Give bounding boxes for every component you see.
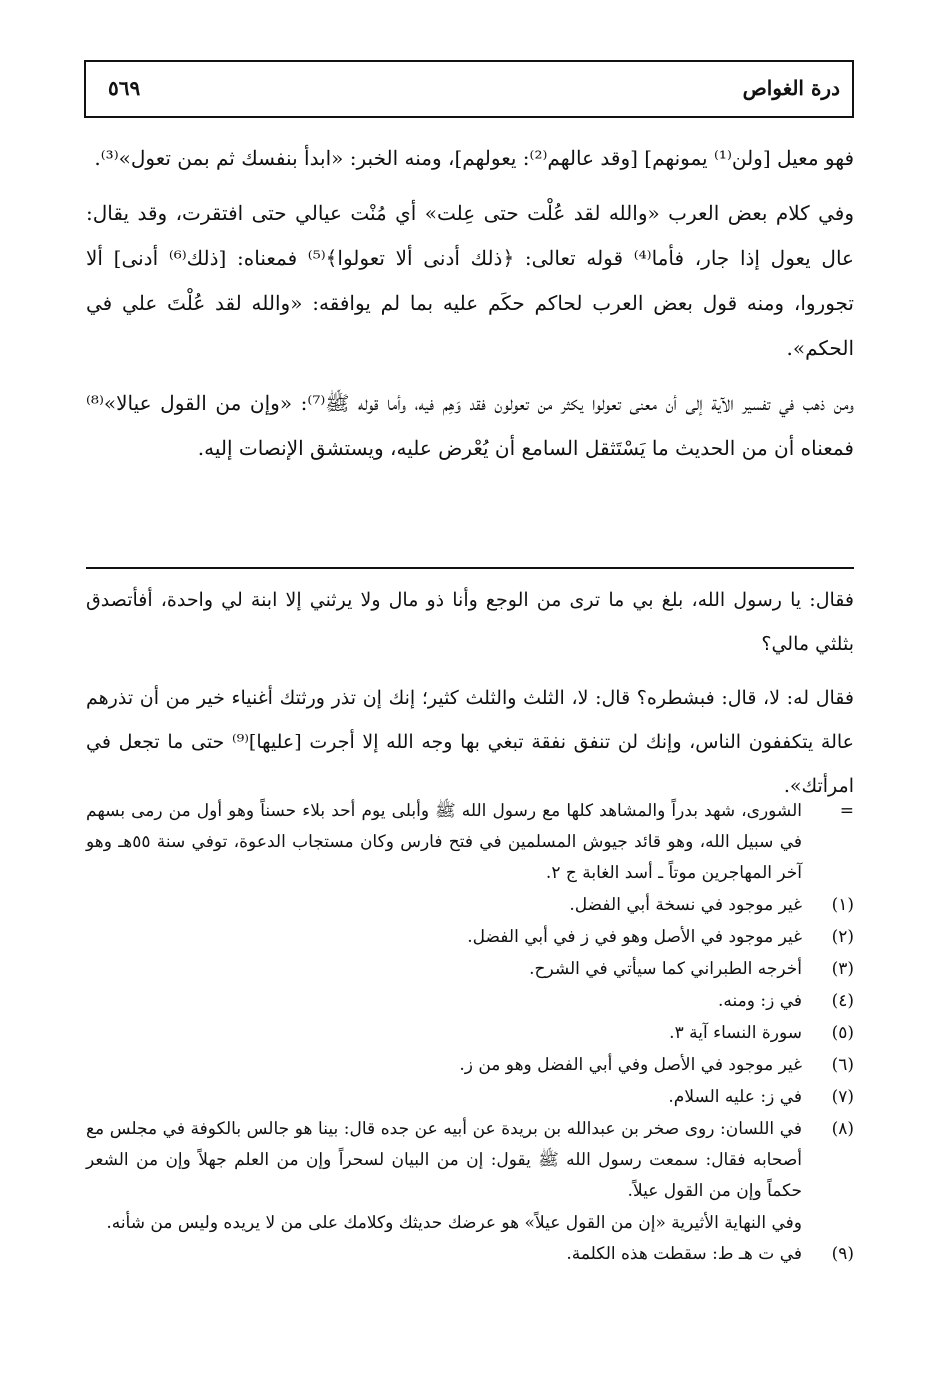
footnote-text: غير موجود في الأصل وهو في ز في أبي الفضل. — [467, 927, 802, 947]
footnote-text: الشورى، شهد بدراً والمشاهد كلها مع رسول الله ﷺ وأبلى يوم أحد بلاء حسناً وهو أول من رمى بسهم في سبيل الله، وهو قائد جيوش المسلمين في فتح فارس وكان مستجاب الدعوة، توفي سنة ٥٥هـ وهو آخر المهاجرين موتاً ـ أسد الغابة ج ٢. — [86, 801, 802, 883]
footnote — [86, 954, 854, 985]
footnote — [86, 1239, 854, 1270]
running-title: درة الغواص — [742, 76, 840, 100]
footnote — [86, 1050, 854, 1081]
footnote-text: غير موجود في الأصل وفي أبي الفضل وهو من ز. — [459, 1055, 802, 1075]
footnote — [86, 1114, 854, 1207]
footnote-number: (٦) — [831, 1055, 854, 1075]
page-header — [84, 60, 854, 118]
footnote — [86, 922, 854, 953]
continued-paragraph: فقال: يا رسول الله، بلغ بي ما ترى من الوجع وأنا ذو مال ولا يرثني إلا ابنة لي واحدة، أفأتصدق بثلثي مالي؟ — [86, 589, 854, 655]
main-text — [86, 136, 854, 481]
footnote-text: سورة النساء آية ٣. — [669, 1023, 802, 1043]
footnote-number: (٢) — [831, 927, 854, 947]
main-paragraph: وفي كلام بعض العرب «والله لقد عُلْت حتى عِلت» أي مُنْت عيالي حتى افتقرت، وقد يقال: عال يعول إذا جار، فأما⁽⁴⁾ قوله تعالى: ﴿ذلك أدنى ألا تعولوا﴾⁽⁵⁾ فمعناه: [ذلك⁽⁶⁾ أدنى] ألا تجوروا، ومنه قول بعض العرب لحاكم حكَم عليه بما لم يوافقه: «والله لقد عُلْتَ علي في الحكم». — [86, 201, 854, 360]
page-number: ٥٦٩ — [108, 76, 141, 100]
footnote-number: (٥) — [831, 1023, 854, 1043]
continued-paragraph: فقال له: لا، قال: فبشطره؟ قال: لا، الثلث والثلث كثير؛ إنك إن تذر ورثتك أغنياء خير من أن تذرهم عالة يتكففون الناس، وإنك لن تنفق نفقة تبغي بها وجه الله إلا أجرت [عليها]⁽⁹⁾ حتى ما تجعل في امرأتك». — [86, 687, 855, 797]
footnote-number: (٧) — [831, 1087, 854, 1107]
footnote-text: غير موجود في نسخة أبي الفضل. — [569, 895, 802, 915]
footnote-text: في ز: ومنه. — [717, 991, 802, 1011]
main-paragraph: ومن ذهب في تفسير الآية إلى أن معنى تعولوا يكثر من تعولون فقد وَهِم فيه، وأما قوله ﷺ⁽⁷⁾: «وإن من القول عيالا»⁽⁸⁾ فمعناه أن من الحديث ما يَسْتَثقل السامع أن يُعْرض عليه، ويستشق الإنصات إليه. — [86, 391, 854, 460]
footnotes — [86, 796, 854, 1271]
footnote-continuation: وفي النهاية الأثيرية «إن من القول عيلاً» هو عرضك حديثك وكلامك على من لا يريده وليس من شأنه. — [106, 1213, 802, 1233]
separator-rule — [86, 567, 854, 569]
footnote — [86, 796, 854, 889]
footnote — [86, 986, 854, 1017]
footnote — [86, 1082, 854, 1113]
footnote-number: (١) — [831, 895, 854, 915]
footnote-number: (٨) — [831, 1119, 854, 1139]
footnote-number: (٩) — [831, 1244, 854, 1264]
footnote — [86, 1018, 854, 1049]
main-paragraph: فهو معيل [ولن⁽¹⁾ يمونهم] [وقد عالهم⁽²⁾: يعولهم]، ومنه الخبر: «ابدأ بنفسك ثم بمن تعول»⁽³⁾. — [94, 146, 854, 170]
footnote-text: أخرجه الطبراني كما سيأتي في الشرح. — [529, 959, 802, 979]
footnote-text: في اللسان: روى صخر بن عبدالله بن بريدة عن أبيه عن جده قال: بينا هو جالس بالكوفة في مجلس مع أصحابه فقال: سمعت رسول الله ﷺ يقول: إن من البيان لسحراً وإن من العلم جهلاً وإن من الشعر حكماً وإن من القول عيلاً. — [86, 1119, 802, 1201]
footnote — [86, 890, 854, 921]
footnote-text: في ت هـ ط: سقطت هذه الكلمة. — [566, 1244, 802, 1264]
footnote-number: (٣) — [831, 959, 854, 979]
continued-text — [86, 578, 854, 818]
footnote-number: (٤) — [831, 991, 854, 1011]
footnote-number: = — [839, 801, 854, 821]
footnote-text: في ز: عليه السلام. — [668, 1087, 802, 1107]
